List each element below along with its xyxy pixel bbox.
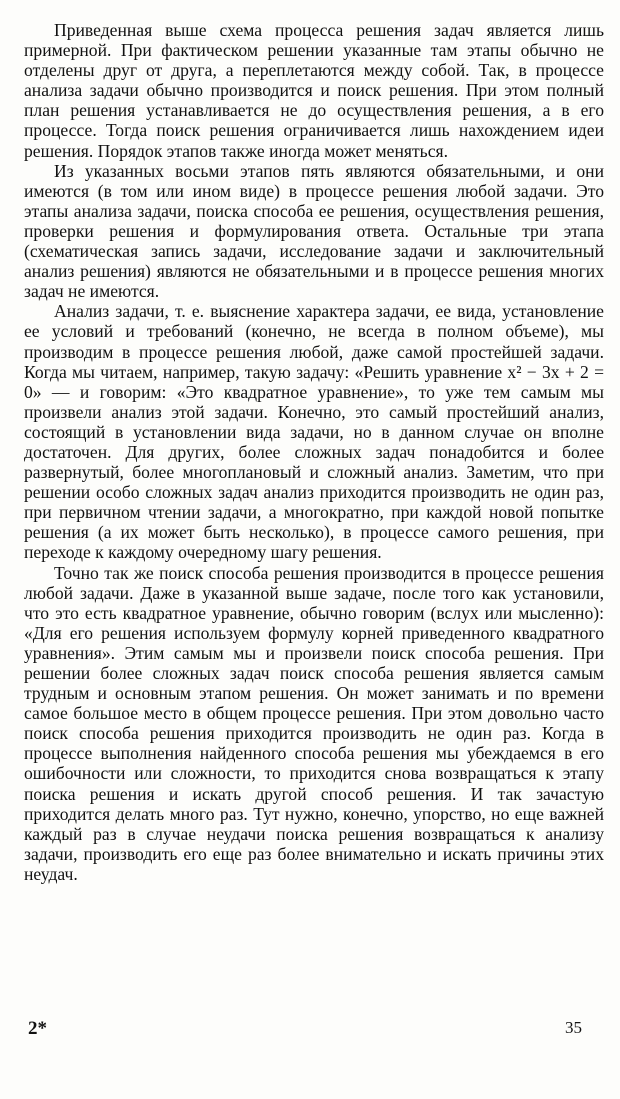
paragraph-4: Точно так же поиск способа решения производится в процессе решения любой задачи. Даже в указанной выше задаче, после того как установили, что это есть квадратное уравнение, обычно говорим (вслух или мысленно): «Для его решения используем формулу корней приведенного квадратного уравнения». Этим самым мы и произвели поиск способа решения. При решении более сложных задач поиск способа решения является самым трудным и основным этапом решения. Он может занимать и по времени самое большое место в общем процессе решения. При этом довольно часто поиск способа решения приходится производить не один раз. Когда в процессе выполнения найденного способа решения мы убеждаемся в его ошибочности или сложности, то приходится снова возвращаться к этапу поиска решения и искать другой способ решения. И так зачастую приходится делать много раз. Тут нужно, конечно, упорство, но еще важней каждый раз в случае неудачи поиска решения возвращаться к анализу задачи, производить его еще раз более внимательно и искать причины этих неудач. xyxy=(24,562,604,884)
paragraph-1: Приведенная выше схема процесса решения задач является лишь примерной. При фактическом решении указанные там этапы обычно не отделены друг от друга, а переплетаются между собой. Так, в процессе анализа задачи обычно производится и поиск решения. При этом полный план решения устанавливается не до осуществления решения, а в его процессе. Тогда поиск решения ограничивается лишь нахождением идеи решения. Порядок этапов также иногда может меняться. xyxy=(24,20,604,161)
page-number: 35 xyxy=(565,1018,582,1037)
signature-mark: 2* xyxy=(28,1018,47,1039)
body-text xyxy=(24,20,604,884)
paragraph-2: Из указанных восьми этапов пять являются обязательными, и они имеются (в том или ином виде) в процессе решения любой задачи. Это этапы анализа задачи, поиска способа ее решения, осуществления решения, проверки решения и формулирования ответа. Остальные три этапа (схематическая запись задачи, исследование задачи и заключительный анализ решения) являются не обязательными и в процессе решения многих задач не имеются. xyxy=(24,160,604,302)
paragraph-3: Анализ задачи, т. е. выяснение характера задачи, ее вида, установление ее условий и требований (конечно, не всегда в полном объеме), мы производим в процессе решения любой, даже самой простейшей задачи. Когда мы читаем, например, такую задачу: «Решить уравнение x² − 3x + 2 = 0» — и говорим: «Это квадратное уравнение», то уже тем самым мы произвели анализ этой задачи. Конечно, это самый простейший анализ, состоящий в установлении вида задачи, но в данном случае он вполне достаточен. Для других, более сложных задач понадобится и более развернутый, более многоплановый и сложный анализ. Заметим, что при решении особо сложных задач анализ приходится производить не один раз, при первичном чтении задачи, а многократно, при каждой новой попытке решения (а их может быть несколько), в процессе самого решения, при переходе к каждому очередному шагу решения. xyxy=(24,301,604,563)
